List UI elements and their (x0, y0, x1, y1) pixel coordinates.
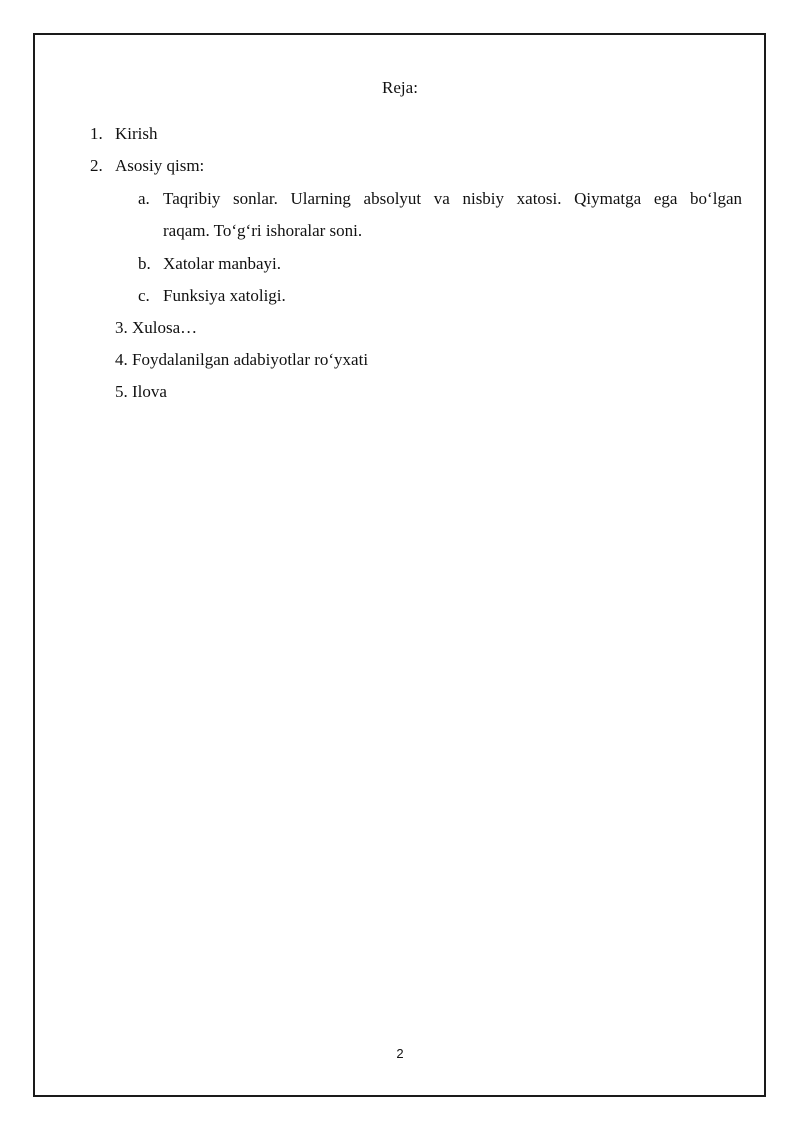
sublist-item-letter: c. (138, 286, 150, 305)
list-item-main-part: Asosiy qism: (115, 156, 205, 175)
sublist-item-letter: a. (138, 189, 150, 208)
list-item-references: 4. Foydalanilgan adabiyotlar ro‘yxati (115, 350, 369, 369)
list-item-number: 1. (90, 124, 103, 143)
page-number: 2 (396, 1046, 404, 1061)
list-item-appendix: 5. Ilova (115, 382, 167, 401)
sublist-item-a-line1: Taqribiy sonlar. Ularning absolyut va nisbiy xatosi. Qiymatga ega bo‘lgan (163, 189, 742, 208)
list-item-introduction: Kirish (115, 124, 158, 143)
sublist-item-c: Funksiya xatoligi. (163, 286, 286, 305)
list-item-conclusion: 3. Xulosa… (115, 318, 198, 337)
sublist-item-letter: b. (138, 254, 151, 273)
plan-heading: Reja: (382, 78, 418, 97)
sublist-item-b: Xatolar manbayi. (163, 254, 282, 273)
sublist-item-a-line2: raqam. To‘g‘ri ishoralar soni. (163, 221, 363, 240)
list-item-number: 2. (90, 156, 103, 175)
